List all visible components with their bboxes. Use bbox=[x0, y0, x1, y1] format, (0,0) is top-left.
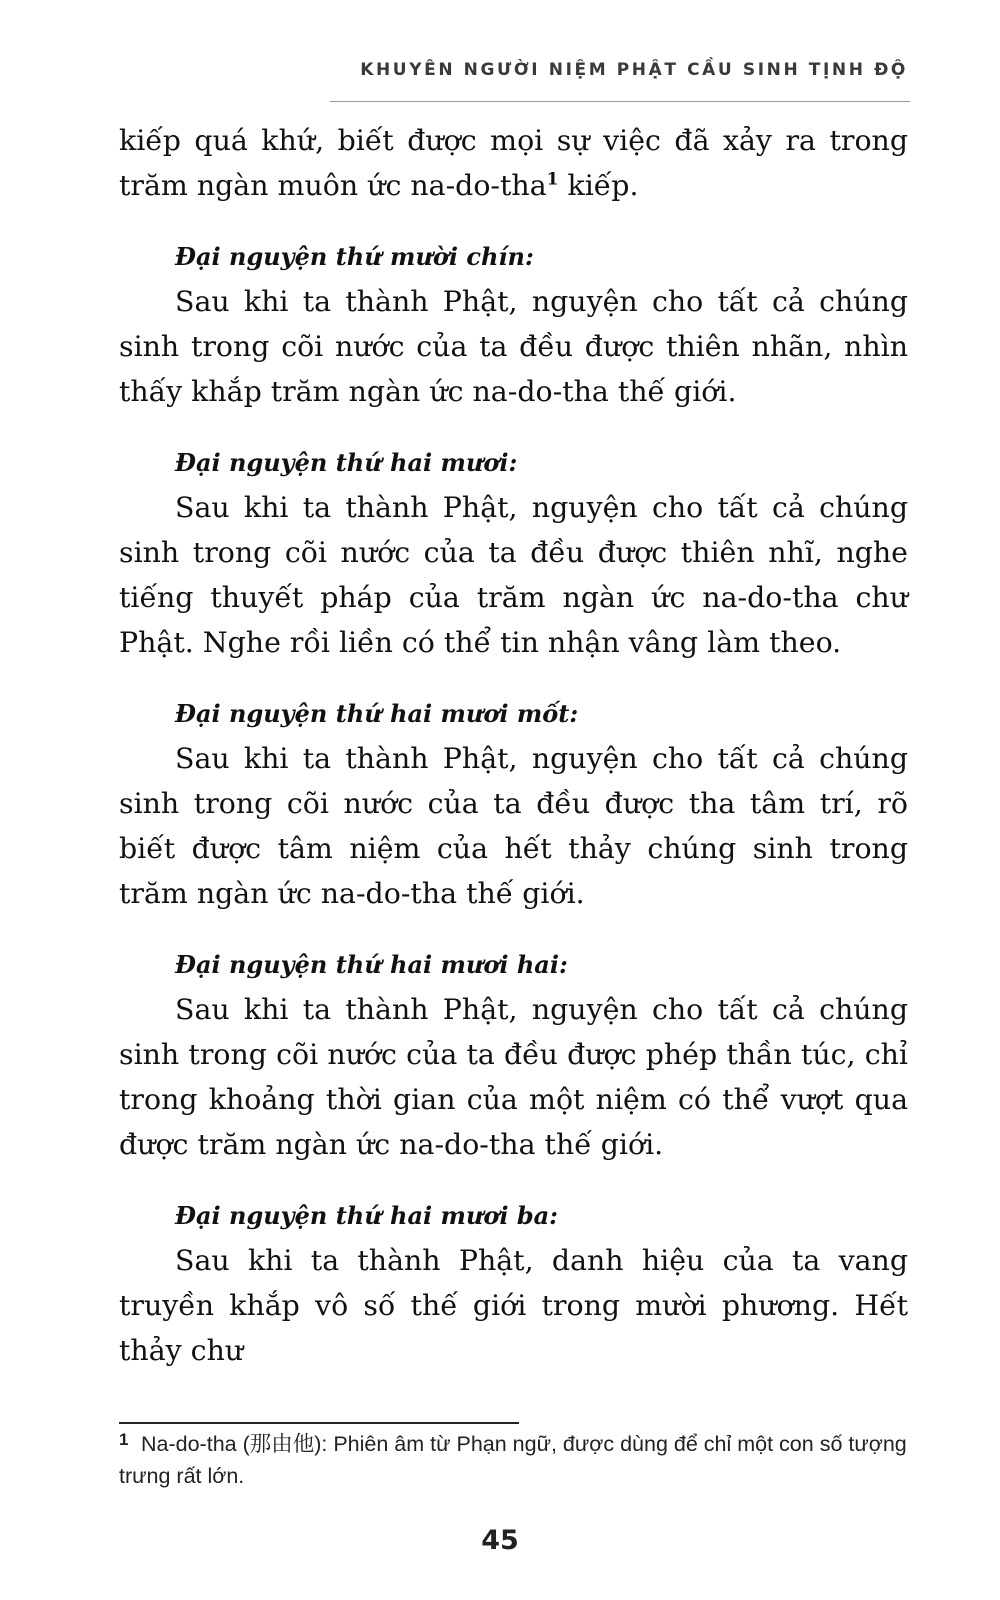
footnote-number: 1 bbox=[119, 1430, 129, 1449]
footnote-text: Na-do-tha (那由他): Phiên âm từ Phạn ngữ, được dùng để chỉ một con số tượng trưng rất lớn. bbox=[119, 1432, 907, 1488]
intro-tail: kiếp. bbox=[558, 169, 639, 202]
vow-text-22: Sau khi ta thành Phật, nguyện cho tất cả chúng sinh trong cõi nước của ta đều được phép thần túc, chỉ trong khoảng thời gian của một niệm có thể vượt qua được trăm ngàn ức na-do-tha thế giới. bbox=[119, 993, 908, 1161]
vow-text-19: Sau khi ta thành Phật, nguyện cho tất cả chúng sinh trong cõi nước của ta đều được thiên nhãn, nhìn thấy khắp trăm ngàn ức na-do-tha thế giới. bbox=[119, 285, 908, 408]
vow-text-23: Sau khi ta thành Phật, danh hiệu của ta vang truyền khắp vô số thế giới trong mười phương. Hết thảy chư bbox=[119, 1244, 908, 1367]
continued-paragraph bbox=[119, 118, 908, 208]
footnote-divider bbox=[119, 1422, 519, 1424]
vow-heading-23: Đại nguyện thứ hai mươi ba: bbox=[175, 1201, 559, 1230]
header-divider bbox=[330, 101, 910, 102]
footnote bbox=[119, 1428, 909, 1492]
vow-text-21: Sau khi ta thành Phật, nguyện cho tất cả chúng sinh trong cõi nước của ta đều được tha tâm trí, rõ biết được tâm niệm của hết thảy chúng sinh trong trăm ngàn ức na-do-tha thế giới. bbox=[119, 742, 908, 910]
footnote-reference: 1 bbox=[546, 169, 559, 190]
vow-text-20: Sau khi ta thành Phật, nguyện cho tất cả chúng sinh trong cõi nước của ta đều được thiên nhĩ, nghe tiếng thuyết pháp của trăm ngàn ức na-do-tha chư Phật. Nghe rồi liền có thể tin nhận vâng làm theo. bbox=[119, 491, 908, 659]
running-header: KHUYÊN NGƯỜI NIỆM PHẬT CẦU SINH TỊNH ĐỘ bbox=[360, 60, 908, 80]
page-number: 45 bbox=[481, 1525, 519, 1556]
vow-heading-19: Đại nguyện thứ mười chín: bbox=[175, 242, 534, 271]
vow-heading-20: Đại nguyện thứ hai mươi: bbox=[175, 448, 518, 477]
page-body bbox=[119, 118, 908, 1373]
vow-heading-21: Đại nguyện thứ hai mươi mốt: bbox=[175, 699, 579, 728]
vow-heading-22: Đại nguyện thứ hai mươi hai: bbox=[175, 950, 568, 979]
intro-text: kiếp quá khứ, biết được mọi sự việc đã xảy ra trong trăm ngàn muôn ức na-do-tha bbox=[119, 124, 908, 202]
